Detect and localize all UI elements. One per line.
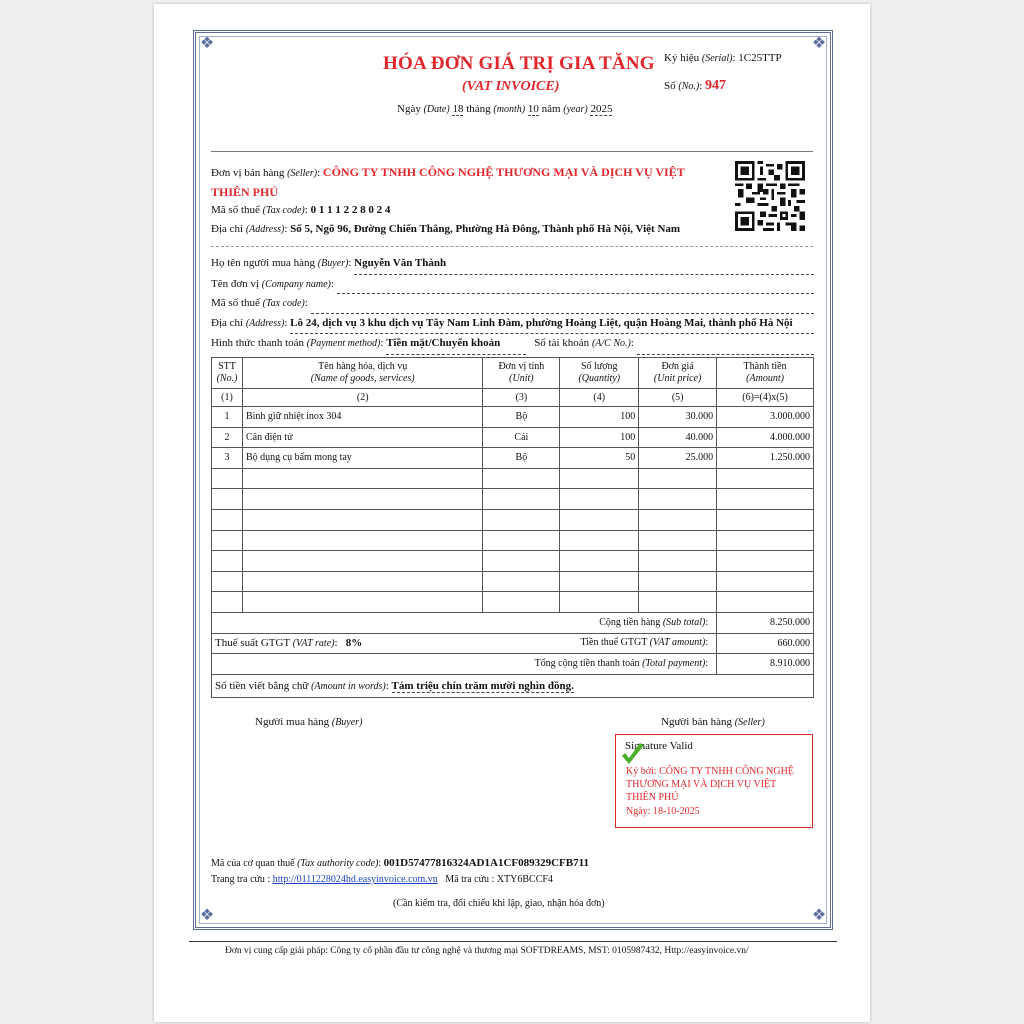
empty-cell: [212, 509, 243, 530]
empty-cell: [639, 592, 717, 613]
table-row-empty: [212, 509, 814, 530]
numbering-cell: (5): [639, 389, 717, 407]
seller-tax-label-en: (Tax code): [262, 205, 305, 216]
tax-authority-code: 001D57477816324AD1A1CF089329CFB711: [383, 857, 590, 869]
table-row: [212, 407, 814, 428]
empty-cell: [560, 530, 639, 551]
subtotal-label-cell: Cộng tiền hàng (Sub total):: [212, 612, 717, 633]
cell-unit: Bộ: [483, 407, 560, 428]
empty-cell: [212, 571, 243, 592]
empty-cell: [242, 571, 482, 592]
empty-cell: [560, 551, 639, 572]
buyer-tax-label-en: (Tax code): [262, 298, 305, 309]
seller-address-label-en: (Address): [245, 224, 285, 235]
table-row-empty: [212, 489, 814, 510]
corner-ornament-icon: ❖: [199, 35, 215, 52]
empty-cell: [242, 489, 482, 510]
table-numbering-row: [212, 389, 814, 407]
seller-address-label: Địa chỉ: [211, 223, 244, 235]
seller-name-line2: THIÊN PHÚ: [211, 185, 279, 199]
empty-cell: [483, 592, 560, 613]
table-row-empty: [212, 468, 814, 489]
lookup-code: XTY6BCCF4: [496, 874, 553, 885]
empty-cell: [639, 571, 717, 592]
seller-block: Đơn vị bán hàng (Seller): CÔNG TY TNHH CÔNG NGHỆ THƯƠNG MẠI VÀ DỊCH VỤ VIỆT THIÊN PHÚ Mã số thuế (Tax code): 0 1 1 1 2 2 8 0 2 4 Địa chỉ (Address): Số 5, Ngõ 96, Đường Chiến Thắng, Phường Hà Đông, Thành phố Hà Nội, Việt Nam: [211, 163, 731, 239]
seller-tax-code: 0 1 1 1 2 2 8 0 2 4: [310, 204, 391, 216]
year-label: năm: [541, 103, 561, 115]
words-label-en: (Amount in words): [311, 680, 386, 692]
cell-name: Bộ dụng cụ bấm mong tay: [242, 448, 482, 469]
seller-signature-label: Người bán hàng (Seller): [661, 716, 765, 728]
seller-address: Số 5, Ngõ 96, Đường Chiến Thắng, Phường Hà Đông, Thành phố Hà Nội, Việt Nam: [290, 223, 681, 235]
invoice-no-line: Số (No.): 947: [664, 78, 727, 93]
payment-label-group: Hình thức thanh toán (Payment method):: [211, 337, 387, 349]
cell-name: Bình giữ nhiệt inox 304: [242, 407, 482, 428]
vat-amount-label: Tiền thuế GTGT: [580, 637, 648, 649]
buyer-address-label-en: (Address): [245, 317, 285, 329]
numbering-cell: (1): [212, 389, 243, 407]
subtotal-label-en: (Sub total): [662, 617, 706, 629]
table-row: [212, 448, 814, 469]
date-label: Ngày: [397, 103, 421, 115]
buyer-address: Lô 24, dịch vụ 3 khu dịch vụ Tây Nam Linh Đàm, phường Hoàng Liệt, quận Hoàng Mai, thành phố Hà Nội: [290, 314, 814, 335]
empty-cell: [717, 468, 814, 489]
corner-ornament-icon: ❖: [199, 907, 215, 924]
invoice-no-value: 947: [705, 78, 727, 93]
digital-signature-box[interactable]: [615, 734, 813, 828]
empty-cell: [212, 551, 243, 572]
cell-unit: Bộ: [483, 448, 560, 469]
cell-price: 40.000: [639, 427, 717, 448]
empty-cell: [560, 489, 639, 510]
footer-divider: [189, 941, 837, 942]
payment-label: Hình thức thanh toán: [211, 337, 305, 349]
buyer-address-label: Địa chỉ: [211, 316, 244, 329]
vat-rate-label-en: (VAT rate): [292, 638, 335, 650]
subtotal-value: 8.250.000: [717, 612, 814, 633]
corner-ornament-icon: ❖: [811, 907, 827, 924]
buyer-address-label-group: Địa chỉ (Address):: [211, 316, 291, 329]
empty-cell: [242, 551, 482, 572]
signature-date: Ngày: 18-10-2025: [626, 806, 700, 817]
empty-cell: [717, 489, 814, 510]
items-table: [211, 357, 814, 698]
invoice-date-line: [397, 103, 612, 115]
empty-cell: [212, 489, 243, 510]
cell-qty: 100: [560, 427, 639, 448]
date-label-en: (Date): [423, 104, 450, 115]
amount-in-words: Tám triệu chín trăm mười nghìn đồng.: [391, 679, 574, 692]
account-label: Số tài khoản: [534, 337, 590, 349]
buyer-name-label-group: Họ tên người mua hàng (Buyer):: [211, 257, 355, 269]
empty-cell: [212, 592, 243, 613]
cell-qty: 50: [560, 448, 639, 469]
year-label-en: (year): [563, 104, 588, 115]
col-header-no: STT (No.): [212, 358, 243, 389]
seller-tax-label: Mã số thuế: [211, 204, 260, 216]
empty-cell: [242, 509, 482, 530]
buyer-name-label-en: (Buyer): [317, 258, 349, 269]
verification-note: (Cần kiểm tra, đối chiếu khi lập, giao, nhận hóa đơn): [393, 898, 605, 909]
empty-cell: [717, 509, 814, 530]
words-label: Số tiền viết bằng chữ: [215, 679, 309, 692]
seller-label-en: (Seller): [287, 168, 318, 179]
cell-name: Cân điện tử: [242, 427, 482, 448]
empty-cell: [639, 530, 717, 551]
serial-label-en: (Serial): [701, 53, 733, 64]
total-value: 8.910.000: [717, 654, 814, 675]
provider-line: Đơn vị cung cấp giải pháp: Công ty cổ phần đầu tư công nghệ và thương mại SOFTDREAMS, MST: 0105987432, Http://easyinvoice.vn/: [225, 946, 749, 956]
buyer-block: [211, 254, 814, 355]
payment-method: Tiền mặt/Chuyển khoản: [386, 334, 526, 355]
table-row: [212, 427, 814, 448]
empty-cell: [717, 530, 814, 551]
signature-signer: Ký bởi: CÔNG TY TNHH CÔNG NGHỆ THƯƠNG MẠI VÀ DỊCH VỤ VIỆT THIÊN PHÚ: [626, 766, 794, 803]
empty-cell: [639, 468, 717, 489]
account-label-en: (A/C No.): [591, 338, 631, 349]
empty-cell: [639, 489, 717, 510]
cell-no: 3: [212, 448, 243, 469]
buyer-tax-code: [311, 294, 814, 314]
empty-cell: [483, 509, 560, 530]
amount-in-words-row: [212, 674, 814, 697]
seller-name-line1: CÔNG TY TNHH CÔNG NGHỆ THƯƠNG MẠI VÀ DỊCH VỤ VIỆT: [322, 165, 685, 179]
empty-cell: [242, 468, 482, 489]
empty-cell: [717, 571, 814, 592]
buyer-signature-label: Người mua hàng (Buyer): [255, 716, 363, 728]
empty-cell: [483, 551, 560, 572]
date-year: 2025: [590, 103, 613, 115]
empty-cell: [483, 468, 560, 489]
invoice-no-label: Số: [664, 80, 676, 92]
lookup-link[interactable]: http://0111228024hd.easyinvoice.com.vn: [272, 874, 438, 885]
empty-cell: [717, 592, 814, 613]
cell-amount: 3.000.000: [717, 407, 814, 428]
cell-price: 25.000: [639, 448, 717, 469]
company-name: [337, 275, 814, 295]
month-label-en: (month): [493, 104, 526, 115]
signature-status: Signature Valid: [625, 740, 693, 752]
company-label: Tên đơn vị: [211, 277, 259, 290]
buyer-tax-label: Mã số thuế: [211, 297, 260, 309]
serial-line: Ký hiệu (Serial): 1C25TTP: [664, 52, 782, 64]
invoice-title: HÓA ĐƠN GIÁ TRỊ GIA TĂNG: [383, 53, 655, 74]
empty-cell: [242, 530, 482, 551]
date-day: 18: [452, 103, 464, 115]
vat-row: [212, 633, 814, 654]
vat-rate-label: Thuế suất GTGT: [215, 637, 290, 650]
empty-cell: [212, 468, 243, 489]
numbering-cell: (4): [560, 389, 639, 407]
col-header-amount: Thành tiền (Amount): [717, 358, 814, 389]
total-label-cell: Tổng cộng tiền thanh toán (Total payment):: [212, 654, 717, 675]
empty-cell: [560, 468, 639, 489]
numbering-cell: (2): [242, 389, 482, 407]
divider: [211, 151, 813, 152]
total-label: Tổng cộng tiền thanh toán: [534, 658, 640, 670]
col-header-unit: Đơn vị tính (Unit): [483, 358, 560, 389]
qr-code-icon: [735, 160, 805, 232]
numbering-cell: (3): [483, 389, 560, 407]
numbering-cell: (6)=(4)x(5): [717, 389, 814, 407]
seller-label: Đơn vị bán hàng: [211, 167, 285, 179]
vat-label-cell: Thuế suất GTGT (VAT rate): 8% Tiền thuế GTGT (VAT amount):: [212, 633, 717, 654]
empty-cell: [212, 530, 243, 551]
total-label-en: (Total payment): [642, 658, 706, 670]
total-row: [212, 654, 814, 675]
empty-cell: [242, 592, 482, 613]
empty-cell: [639, 509, 717, 530]
cell-no: 2: [212, 427, 243, 448]
serial-label: Ký hiệu: [664, 52, 700, 64]
vat-amount-value: 660.000: [717, 633, 814, 654]
account-label-group: Số tài khoản (A/C No.):: [534, 337, 637, 349]
empty-cell: [717, 551, 814, 572]
empty-cell: [560, 571, 639, 592]
tax-authority-line: Mã của cơ quan thuế (Tax authority code): 001D57477816324AD1A1CF089329CFB711: [211, 857, 590, 869]
table-row-empty: [212, 571, 814, 592]
corner-ornament-icon: ❖: [811, 35, 827, 52]
vat-amount-label-en: (VAT amount): [649, 637, 706, 649]
invoice-subtitle: (VAT INVOICE): [462, 79, 560, 94]
serial-value: 1C25TTP: [738, 52, 782, 64]
table-header-row: [212, 358, 814, 389]
buyer-name: Nguyễn Văn Thành: [354, 254, 814, 275]
cell-amount: 1.250.000: [717, 448, 814, 469]
col-header-qty: Số lượng (Quantity): [560, 358, 639, 389]
table-row-empty: [212, 530, 814, 551]
cell-price: 30.000: [639, 407, 717, 428]
col-header-price: Đơn giá (Unit price): [639, 358, 717, 389]
subtotal-row: [212, 612, 814, 633]
subtotal-label: Cộng tiền hàng: [599, 617, 661, 629]
month-label: tháng: [466, 103, 491, 115]
invoice-no-label-en: (No.): [678, 81, 700, 92]
empty-cell: [560, 509, 639, 530]
empty-cell: [560, 592, 639, 613]
empty-cell: [483, 530, 560, 551]
buyer-tax-label-group: Mã số thuế (Tax code):: [211, 297, 311, 309]
empty-cell: [639, 551, 717, 572]
company-label-en: (Company name): [261, 278, 331, 290]
cell-amount: 4.000.000: [717, 427, 814, 448]
cell-qty: 100: [560, 407, 639, 428]
table-row-empty: [212, 592, 814, 613]
account-number: [637, 334, 814, 355]
payment-label-en: (Payment method): [306, 338, 381, 349]
col-header-name: Tên hàng hóa, dịch vụ (Name of goods, services): [242, 358, 482, 389]
amount-in-words-cell: Số tiền viết bằng chữ (Amount in words): Tám triệu chín trăm mười nghìn đồng.: [212, 674, 814, 697]
cell-no: 1: [212, 407, 243, 428]
table-row-empty: [212, 551, 814, 572]
empty-cell: [483, 571, 560, 592]
lookup-line: Trang tra cứu : http://0111228024hd.easyinvoice.com.vn Mã tra cứu : XTY6BCCF4: [211, 874, 553, 885]
date-month: 10: [527, 103, 539, 115]
buyer-name-label: Họ tên người mua hàng: [211, 257, 316, 269]
empty-cell: [483, 489, 560, 510]
company-label-group: Tên đơn vị (Company name):: [211, 277, 337, 290]
vat-rate-value: 8%: [345, 637, 363, 650]
divider: [211, 246, 813, 247]
cell-unit: Cái: [483, 427, 560, 448]
